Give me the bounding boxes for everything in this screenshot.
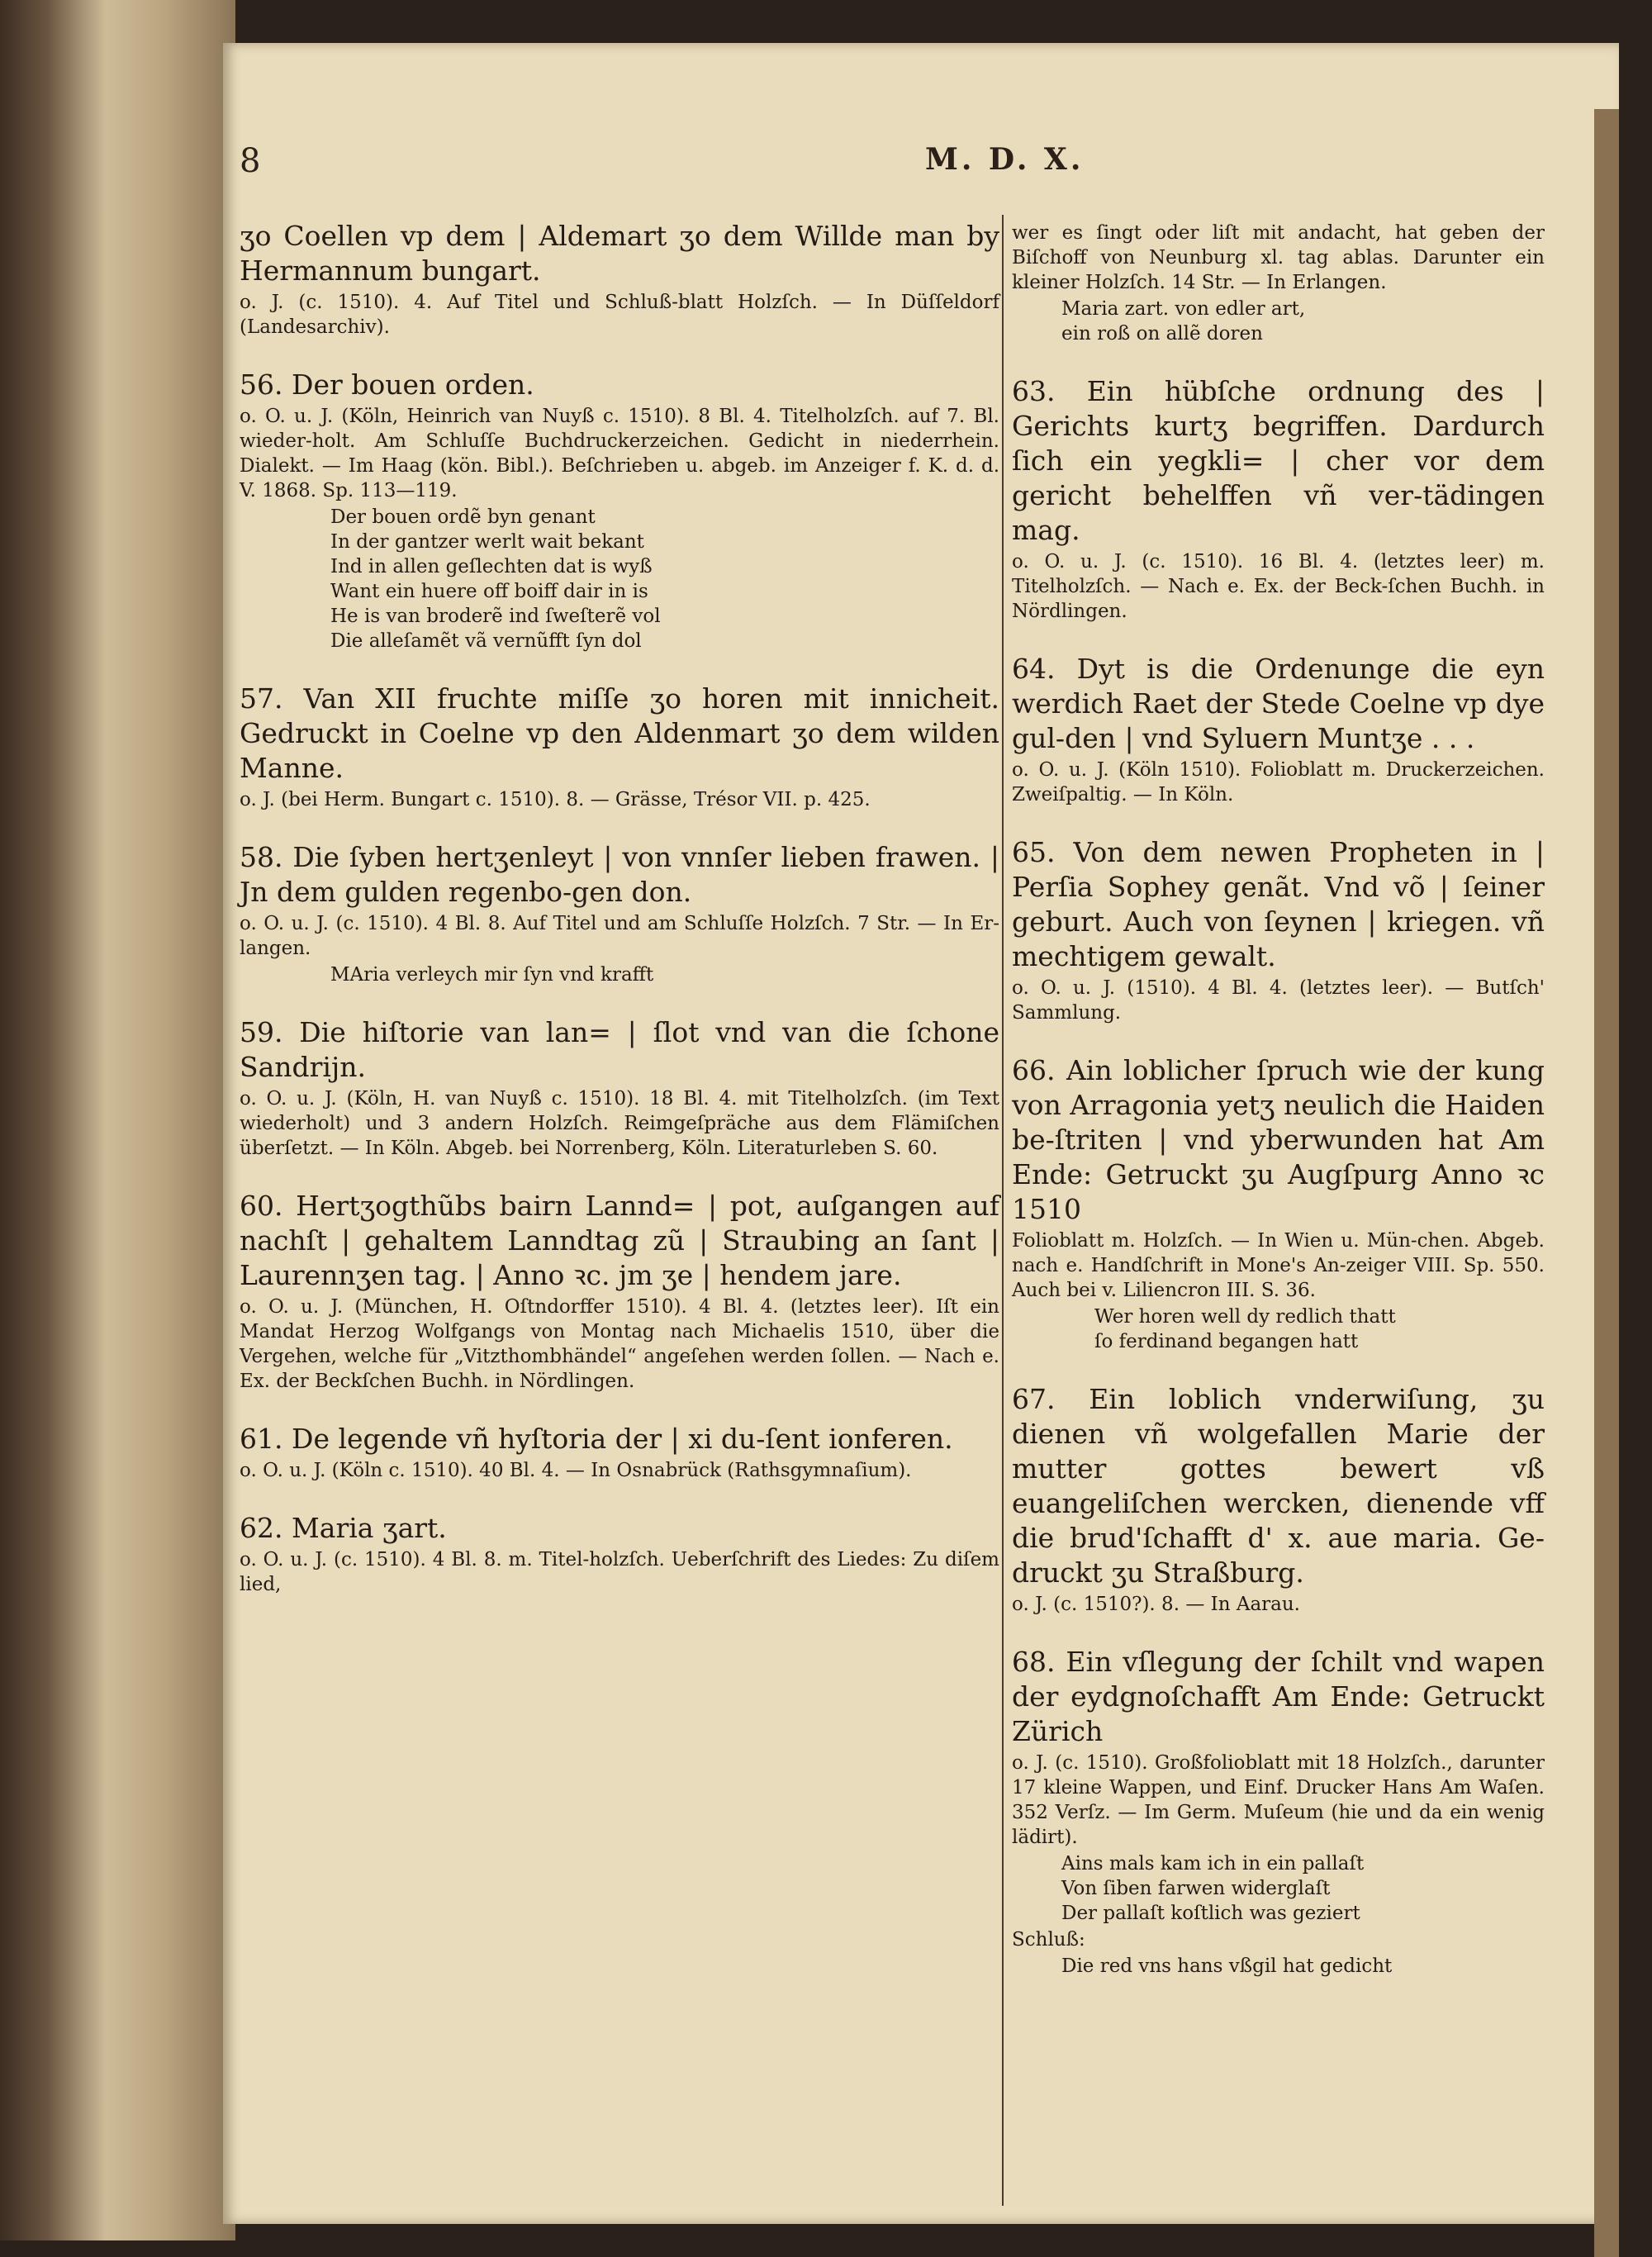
entry-number: 61.	[240, 1423, 283, 1455]
entry-63	[1012, 374, 1545, 624]
entry-68	[1012, 1645, 1545, 1979]
entry-number: 63.	[1012, 375, 1056, 407]
entry-62	[240, 1511, 999, 1597]
schluss-label: Schluß:	[1012, 1929, 1085, 1951]
entry-title: Van XII fruchte miſſe ʒo horen mit innicheit. Gedruckt in Coelne vp den Aldenmart ʒo dem wilden Manne.	[240, 682, 999, 784]
entry-title: ʒo Coellen vp dem | Aldemart ʒo dem Willde man by Hermannum bungart.	[240, 220, 999, 287]
entry-number: 59.	[240, 1016, 283, 1048]
entry-title: De legende vñ hyſtoria der | xi du-ſent ionferen.	[291, 1423, 953, 1455]
verse-block	[1012, 297, 1545, 346]
entry-66	[1012, 1053, 1545, 1354]
column-divider	[1002, 215, 1004, 2206]
facing-page-edge	[1594, 109, 1619, 2257]
entry-64	[1012, 652, 1545, 807]
verse-line: He is van broderẽ ind ſweſterẽ vol	[330, 606, 661, 627]
verse-line: Die red vns hans vßgil hat gedicht	[1061, 1955, 1393, 1977]
verse-block	[240, 962, 999, 987]
entry-note: o. J. (c. 1510). 4. Auf Titel und Schluß-blatt Holzſch. — In Düſſeldorf (Landesarchiv).	[240, 292, 999, 338]
book-fore-edge	[0, 0, 235, 2240]
entry-65	[1012, 835, 1545, 1025]
entry-56	[240, 368, 999, 653]
verse-line: ein roß on allẽ doren	[1061, 323, 1263, 344]
verse-block	[1012, 1954, 1545, 1979]
verse-line: Wer horen well dy redlich thatt	[1094, 1306, 1396, 1328]
verse-line: Ains mals kam ich in ein pallaſt	[1061, 1853, 1365, 1874]
entry-title: Von dem newen Propheten in | Perſia Sophey genãt. Vnd võ | ſeiner geburt. Auch von ſeynen | kriegen. vñ mechtigem gewalt.	[1012, 836, 1545, 972]
entry-58	[240, 840, 999, 987]
entry-59	[240, 1015, 999, 1161]
entry-title: Hertʒogthũbs bairn Lannd= | pot, auſgangen auf nachſt | gehaltem Lanndtag zũ | Straubing an ſant | Laurennʒen tag. | Anno ꝛc. jm ʒe | hendem jare.	[240, 1190, 999, 1291]
entry-note: o. O. u. J. (c. 1510). 16 Bl. 4. (letztes leer) m. Titelholzſch. — Nach e. Ex. der Beck-ſchen Buchh. in Nördlingen.	[1012, 551, 1545, 622]
entry-title: Ein loblich vnderwiſung, ʒu dienen vñ wolgefallen Marie der mutter gottes bewert vß euangeliſchen wercken, dienende vff die brud'ſchafft d' x. aue maria. Ge-druckt ʒu Straßburg.	[1012, 1383, 1545, 1589]
entry-67	[1012, 1382, 1545, 1617]
entry-note: o. O. u. J. (Köln c. 1510). 40 Bl. 4. — In Osnabrück (Rathsgymnaſium).	[240, 1460, 912, 1481]
entry-title: Ain loblicher ſpruch wie der kung von Arragonia yetʒ neulich die Haiden be-ſtriten | vnd yberwunden hat Am Ende: Getruckt ʒu Augſpurg Anno ꝛc 1510	[1012, 1054, 1545, 1225]
verse-block	[240, 505, 999, 653]
entry-number: 58.	[240, 841, 283, 873]
entry-number: 56.	[240, 368, 283, 401]
entry-note: o. O. u. J. (Köln, Heinrich van Nuyß c. 1510). 8 Bl. 4. Titelholzſch. auf 7. Bl. wieder-holt. Am Schluſſe Buchdruckerzeichen. Gedicht in niederrhein. Dialekt. — Im Haag (kön. Bibl.). Beſchrieben u. abgeb. im Anzeiger f. K. d. d. V. 1868. Sp. 113—119.	[240, 406, 999, 501]
verse-line: Von ſiben farwen widerglaſt	[1061, 1878, 1331, 1899]
verse-line: Der pallaſt koſtlich was geziert	[1061, 1903, 1360, 1924]
running-head: M. D. X.	[925, 142, 1085, 177]
entry-number: 68.	[1012, 1646, 1056, 1678]
entry-note: o. O. u. J. (c. 1510). 4 Bl. 8. m. Titel-holzſch. Ueberſchrift des Liedes: Zu diſem lied,	[240, 1549, 999, 1595]
right-column	[1012, 219, 1545, 2007]
verse-line: Die alleſamẽt vã vernũfft ſyn dol	[330, 630, 642, 652]
verse-block	[1012, 1851, 1545, 1926]
entry-number: 67.	[1012, 1383, 1056, 1415]
entry-note: Folioblatt m. Holzſch. — In Wien u. Mün-chen. Abgeb. nach e. Handſchrift in Mone's An-zeiger VIII. Sp. 550. Auch bei v. Liliencron III. S. 36.	[1012, 1230, 1545, 1301]
entry-title: Die ſyben hertʒenleyt | von vnnſer lieben frawen. | Jn dem gulden regenbo-gen don.	[240, 841, 999, 908]
entry-60	[240, 1189, 999, 1394]
entry-title: Ein hübſche ordnung des | Gerichts kurtʒ begriffen. Dardurch ſich ein yegkli= | cher vor dem gericht behelffen vñ ver-tädingen mag.	[1012, 375, 1545, 546]
entry-title: Dyt is die Ordenunge die eyn werdich Raet der Stede Coelne vp dye gul-den | vnd Syluern Muntʒe . . .	[1012, 653, 1545, 754]
entry-number: 65.	[1012, 836, 1056, 868]
entry-title: Der bouen orden.	[291, 368, 534, 401]
verse-block	[1012, 1304, 1545, 1354]
verse-line: Ind in allen geſlechten dat is wyß	[330, 556, 653, 577]
entry-number: 66.	[1012, 1054, 1056, 1086]
verse-line: In der gantzer werlt wait bekant	[330, 531, 644, 553]
verse-line: Der bouen ordẽ byn genant	[330, 506, 596, 528]
entry-57	[240, 682, 999, 812]
entry-62-continuation	[1012, 221, 1545, 346]
entry-note: wer es ſingt oder liſt mit andacht, hat geben der Biſchoff von Neunburg xl. tag ablas. Darunter ein kleiner Holzſch. 14 Str. — In Erlangen.	[1012, 222, 1545, 293]
entry-title: Die hiſtorie van lan= | ſlot vnd van die ſchone Sandrijn.	[240, 1016, 1000, 1083]
entry-number: 64.	[1012, 653, 1056, 685]
entry-note: o. O. u. J. (München, H. Oſtndorffer 1510). 4 Bl. 4. (letztes leer). Iſt ein Mandat Herzog Wolfgangs von Montag nach Michaelis 1510, über die Vergehen, welche für „Vitzthombhändel“ angeſehen werden ſollen. — Nach e. Ex. der Beckſchen Buchh. in Nördlingen.	[240, 1296, 999, 1392]
verse-line: ſo ferdinand begangen hatt	[1094, 1331, 1359, 1352]
left-column	[240, 219, 999, 1625]
verse-line: Want ein huere off boiff dair in is	[330, 581, 648, 602]
entry-note: o. O. u. J. (1510). 4 Bl. 4. (letztes leer). — Butſch' Sammlung.	[1012, 977, 1545, 1024]
entry-number: 57.	[240, 682, 283, 715]
entry-title: Maria ʒart.	[291, 1512, 447, 1544]
entry-note: o. J. (c. 1510?). 8. — In Aarau.	[1012, 1594, 1300, 1615]
entry-note: o. J. (bei Herm. Bungart c. 1510). 8. — Grässe, Trésor VII. p. 425.	[240, 789, 871, 810]
entry-55-continuation	[240, 219, 999, 340]
entry-number: 60.	[240, 1190, 283, 1222]
verse-line: MAria verleych mir ſyn vnd krafft	[330, 964, 654, 986]
entry-note: o. O. u. J. (Köln 1510). Folioblatt m. Druckerzeichen. Zweiſpaltig. — In Köln.	[1012, 759, 1545, 805]
verse-line: Maria zart. von edler art,	[1061, 298, 1306, 320]
entry-note: o. J. (c. 1510). Großfolioblatt mit 18 Holzſch., darunter 17 kleine Wappen, und Einf. Drucker Hans Am Waſen. 352 Verſz. — Im Germ. Muſeum (hie und da ein wenig lädirt).	[1012, 1752, 1545, 1848]
entry-note: o. O. u. J. (c. 1510). 4 Bl. 8. Auf Titel und am Schluſſe Holzſch. 7 Str. — In Er-langen.	[240, 913, 999, 959]
entry-title: Ein vſlegung der ſchilt vnd wapen der eydgnoſchafft Am Ende: Getruckt Zürich	[1012, 1646, 1545, 1747]
entry-note: o. O. u. J. (Köln, H. van Nuyß c. 1510). 18 Bl. 4. mit Titelholzſch. (im Text wiederholt) und 3 andern Holzſch. Reimgeſpräche aus dem Flämiſchen überſetzt. — In Köln. Abgeb. bei Norrenberg, Köln. Literaturleben S. 60.	[240, 1088, 999, 1159]
page-number: 8	[240, 142, 261, 180]
entry-61	[240, 1422, 999, 1483]
entry-number: 62.	[240, 1512, 283, 1544]
